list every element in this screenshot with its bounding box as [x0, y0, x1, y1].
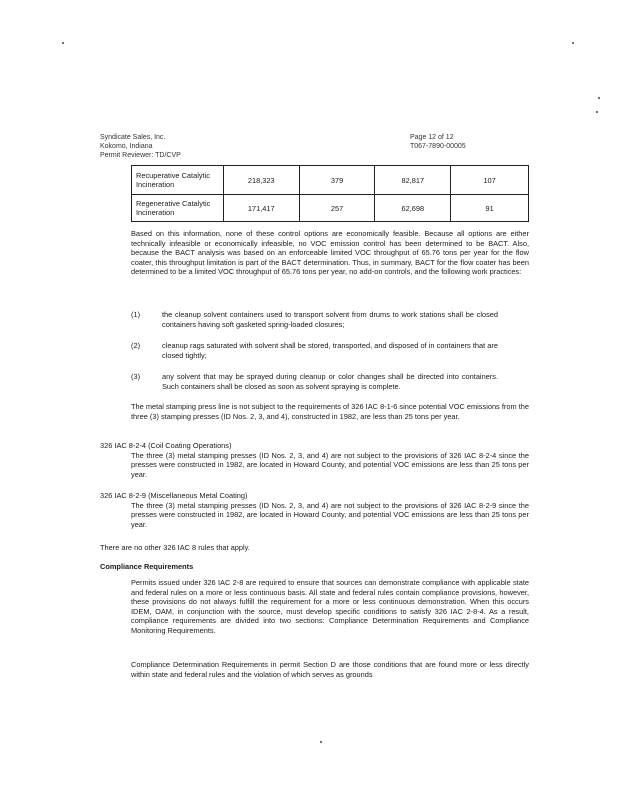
header-right — [410, 133, 530, 151]
list-text: any solvent that may be sprayed during cleanup or color changes shall be directed into containers. Such containers shall be closed as soon as solvent spraying is complete. — [162, 372, 498, 391]
list-text: the cleanup solvent containers used to transport solvent from drums to work stations shall be closed containers having soft gasketed spring-loaded closures; — [162, 310, 498, 329]
table-cell: 82,817 — [375, 166, 451, 195]
scan-speck — [62, 42, 64, 44]
header-left — [100, 133, 300, 160]
list-number: (1) — [131, 310, 141, 319]
table-cell-technology: Regenerative Catalytic Incineration — [132, 195, 224, 222]
permit-number: T067-7890-00005 — [410, 143, 466, 150]
misc-metal-text: The three (3) metal stamping presses (ID Nos. 2, 3, and 4) are not subject to the provisions of 326 IAC 8-2-9 since the presses were constructed in 1982, are located in Howard County, and potential VOC emissions are less than 25 tons per year. — [131, 500, 529, 529]
table-cell: 257 — [299, 195, 375, 222]
no-other-rules: There are no other 326 IAC 8 rules that apply. — [100, 543, 250, 552]
company-name: Syndicate Sales, Inc. — [100, 134, 166, 141]
misc-metal-section — [100, 491, 529, 529]
page-number: Page 12 of 12 — [410, 134, 454, 141]
table-row — [132, 195, 529, 222]
table-cell-technology: Recuperative Catalytic Incineration — [132, 166, 224, 195]
list-number: (2) — [131, 341, 141, 350]
list-text: cleanup rags saturated with solvent shall be stored, transported, and disposed of in containers that are closed tightly; — [162, 341, 498, 360]
bact-text: Based on this information, none of these control options are economically feasible. Because all options are either technically infeasible or economically infeasible, no VOC emission control has been determined to be BACT. Also, because the BACT analysis was based on an enforceable limited VOC throughput of 65.76 tons per year for the flow coater, this throughput limitation is part of the BACT determination. Thus, in summary, BACT for the flow coater has been determined to be a limited VOC throughput of 65.76 tons per year, no add-on controls, and the following work practices: — [131, 229, 529, 277]
list-number: (3) — [131, 372, 141, 381]
scan-speck — [596, 111, 598, 113]
table-cell: 107 — [451, 166, 529, 195]
compliance-text-1: Permits issued under 326 IAC 2-8 are required to ensure that sources can demonstrate compliance with applicable state and federal rules on a more or less continuous basis. All state and federal rules contain compliance provisions, however, these provisions do not always fulfill the requirement for a more or less continuous demonstration. When this occurs IDEM, OAM, in conjunction with the source, must develop specific conditions to satisfy 326 IAC 2-8-4. As a result, compliance requirements are divided into two sections: Compliance Determination Requirements and Compliance Monitoring Requirements. — [131, 578, 529, 635]
compliance-heading: Compliance Requirements — [100, 562, 194, 571]
table-cell: 91 — [451, 195, 529, 222]
table-cell: 218,323 — [223, 166, 299, 195]
stamping-text: The metal stamping press line is not subject to the requirements of 326 IAC 8-1-6 since potential VOC emissions from the three (3) stamping presses (ID Nos. 2, 3, and 4), constructed in 1982, are less than 25 tons per year. — [131, 402, 529, 421]
scan-speck — [320, 741, 322, 743]
coil-coating-text: The three (3) metal stamping presses (ID Nos. 2, 3, and 4) are not subject to the provisions of 326 IAC 8-2-4 since the presses were constructed in 1982, are located in Howard County, and potential VOC emissions are less than 25 tons per year. — [131, 450, 529, 479]
table-cell: 62,698 — [375, 195, 451, 222]
misc-metal-heading: 326 IAC 8-2-9 (Miscellaneous Metal Coating) — [100, 491, 248, 500]
coil-coating-heading: 326 IAC 8-2-4 (Coil Coating Operations) — [100, 441, 232, 450]
compliance-text-2: Compliance Determination Requirements in permit Section D are those conditions that are found more or less directly within state and federal rules and the violation of which serves as grounds — [131, 660, 529, 679]
table-row — [132, 166, 529, 195]
scan-speck — [572, 42, 574, 44]
table-cell: 379 — [299, 166, 375, 195]
cost-table — [131, 165, 529, 222]
table-cell: 171,417 — [223, 195, 299, 222]
stamping-paragraph — [131, 402, 529, 421]
permit-reviewer: Permit Reviewer: TD/CVP — [100, 152, 181, 159]
company-location: Kokomo, Indiana — [100, 143, 153, 150]
bact-paragraph — [131, 229, 529, 277]
compliance-paragraph-1 — [131, 578, 529, 636]
compliance-paragraph-2 — [131, 660, 529, 679]
scan-speck — [598, 97, 600, 99]
coil-coating-section — [100, 441, 529, 479]
